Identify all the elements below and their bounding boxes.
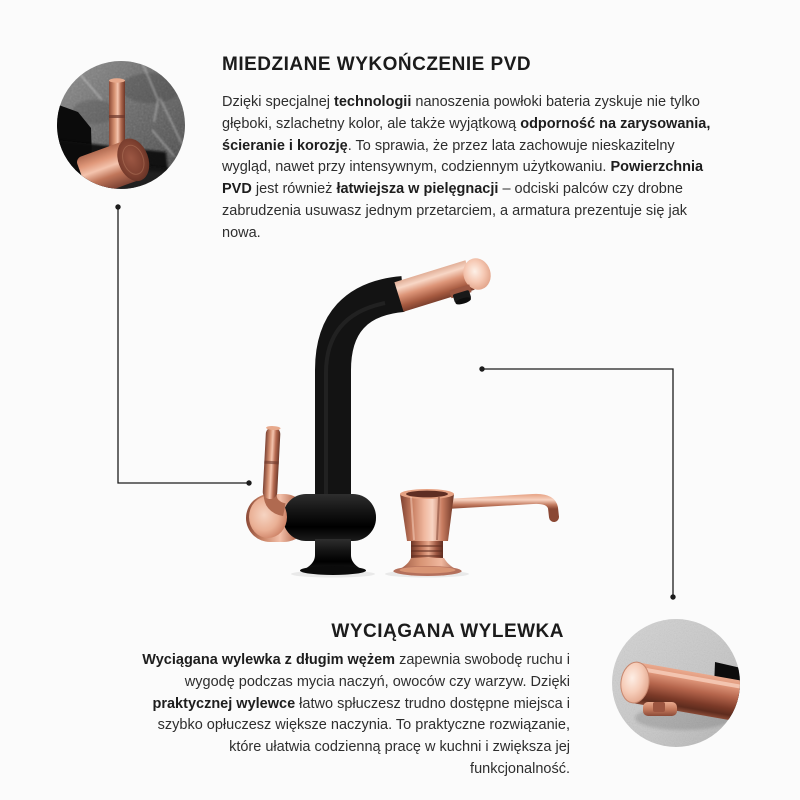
spout-section-heading: WYCIĄGANA WYLEWKA: [331, 621, 564, 642]
mounting-clamp: [643, 702, 677, 716]
pvd-section-heading: MIEDZIANE WYKOŃCZENIE PVD: [222, 54, 532, 75]
handle-detail-image: [56, 60, 186, 190]
spout-section-paragraph: Wyciągana wylewka z długim wężem zapewnia swobodę ruchu i wygodę podczas mycia naczyń, owoców czy warzyw. Dzięki praktycznej wylewce łatwo spłuczesz trudno dostępne miejsca i szybko opłuczesz większe naczynia. To praktyczne rozwiązanie, które ułatwia codzienną pracę w kuchni i zwiększa jej funkcjonalność.: [142, 652, 570, 777]
faucet: [246, 255, 495, 578]
pvd-section-paragraph: Dzięki specjalnej technologii nanoszenia powłoki bateria zyskuje nie tylko głęboki, szlachetny kolor, ale także wyjątkową odporność na zarysowania, ścieranie i korozję. To sprawia, że przez lata zachowuje nieskazitelny wygląd, nawet przy intensywnym, codziennym użytkowaniu. Powierzchnia PVD jest również łatwiejsza w pielęgnacji – odciski palców czy drobne zabrudzenia usuwasz jednym przetarciem, a armatura prezentuje się jak nowa.: [222, 94, 711, 241]
soap-dispenser: [385, 489, 554, 578]
faucet-product-image: [225, 245, 585, 580]
spout-detail-image: [611, 618, 741, 748]
